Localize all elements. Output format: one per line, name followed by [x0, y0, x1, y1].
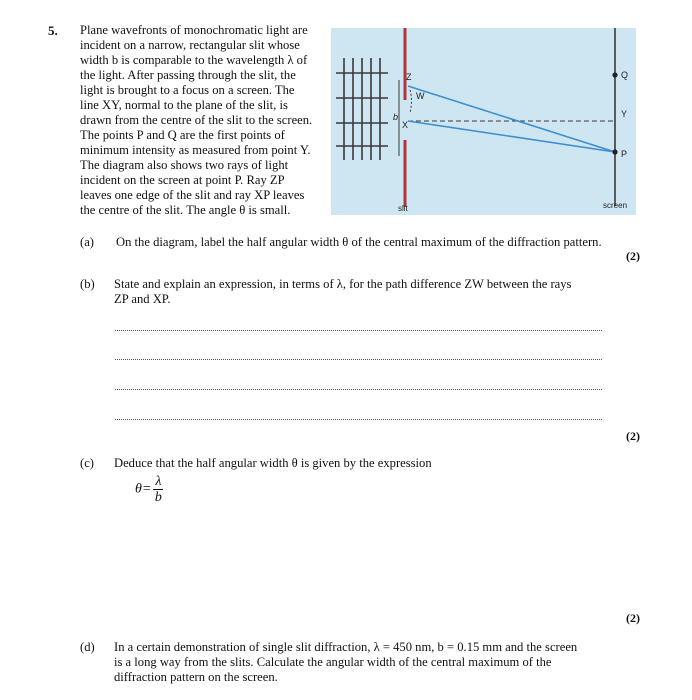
part-b-marks: (2): [626, 429, 640, 443]
label-q: Q: [621, 70, 629, 80]
intro-line: drawn from the centre of the slit to the screen.: [80, 113, 313, 127]
wavefront-grid: [336, 58, 388, 160]
intro-line: incident on the screen at point P. Ray ZP: [80, 173, 285, 187]
part-a: [80, 235, 640, 271]
formula-denominator: b: [154, 490, 162, 505]
part-c: [80, 456, 640, 474]
intro-line: width b is comparable to the wavelength λ of: [80, 53, 308, 67]
part-a-marks: (2): [626, 249, 640, 263]
label-screen: screen: [603, 201, 628, 210]
label-slit: slit: [398, 204, 408, 213]
part-b-text-line1: State and explain an expression, in terms of λ, for the path difference ZW between the rays: [114, 277, 572, 291]
intro-line: incident on a narrow, rectangular slit whose: [80, 38, 300, 52]
part-c-marks: (2): [626, 611, 640, 625]
part-a-text: On the diagram, label the half angular width θ of the central maximum of the diffraction pattern.: [116, 235, 602, 249]
answer-line[interactable]: [115, 359, 602, 361]
part-d-label: (d): [80, 640, 95, 654]
part-a-label: (a): [80, 235, 94, 249]
answer-line[interactable]: [115, 330, 602, 332]
label-z: Z: [406, 72, 412, 82]
part-b-label: (b): [80, 277, 95, 291]
label-x: X: [402, 120, 409, 130]
point-p-dot: [612, 149, 617, 154]
formula-numerator: λ: [155, 474, 162, 489]
part-b-text-line2: ZP and XP.: [114, 292, 171, 306]
intro-line: line XY, normal to the plane of the slit, is: [80, 98, 288, 112]
formula-lhs: θ=: [135, 481, 152, 497]
part-b: [80, 277, 640, 311]
intro-line: the light. After passing through the slit, the: [80, 68, 296, 82]
label-y: Y: [621, 109, 628, 119]
label-p: P: [621, 149, 628, 159]
point-q-dot: [612, 72, 617, 77]
question-number: 5.: [48, 23, 58, 38]
intro-line: The diagram also shows two rays of light: [80, 158, 289, 172]
intro-line: the centre of the slit. The angle θ is small.: [80, 203, 291, 217]
part-d-text-line1: In a certain demonstration of single slit diffraction, λ = 450 nm, b = 0.15 mm and the screen: [114, 640, 578, 654]
part-c-text: Deduce that the half angular width θ is given by the expression: [114, 456, 432, 470]
intro-line: The points P and Q are the first points of: [80, 128, 285, 142]
diffraction-diagram: [331, 28, 636, 215]
part-c-label: (c): [80, 456, 94, 470]
part-d-text-line3: diffraction pattern on the screen.: [114, 670, 278, 684]
intro-line: leaves one edge of the slit and ray XP leaves: [80, 188, 305, 202]
part-d: [80, 640, 640, 688]
answer-line[interactable]: [115, 419, 602, 421]
intro-line: minimum intensity as measured from point Y.: [80, 143, 311, 157]
intro-line: Plane wavefronts of monochromatic light are: [80, 23, 308, 37]
question-intro: [80, 23, 330, 218]
answer-line[interactable]: [115, 389, 602, 391]
label-w: W: [416, 91, 425, 101]
theta-formula: [135, 474, 163, 505]
part-d-text-line2: is a long way from the slits. Calculate the angular width of the central maximum of the: [114, 655, 552, 669]
label-b: b: [393, 112, 399, 122]
intro-line: light is brought to a focus on a screen. The: [80, 83, 295, 97]
formula-fraction: [153, 474, 163, 505]
